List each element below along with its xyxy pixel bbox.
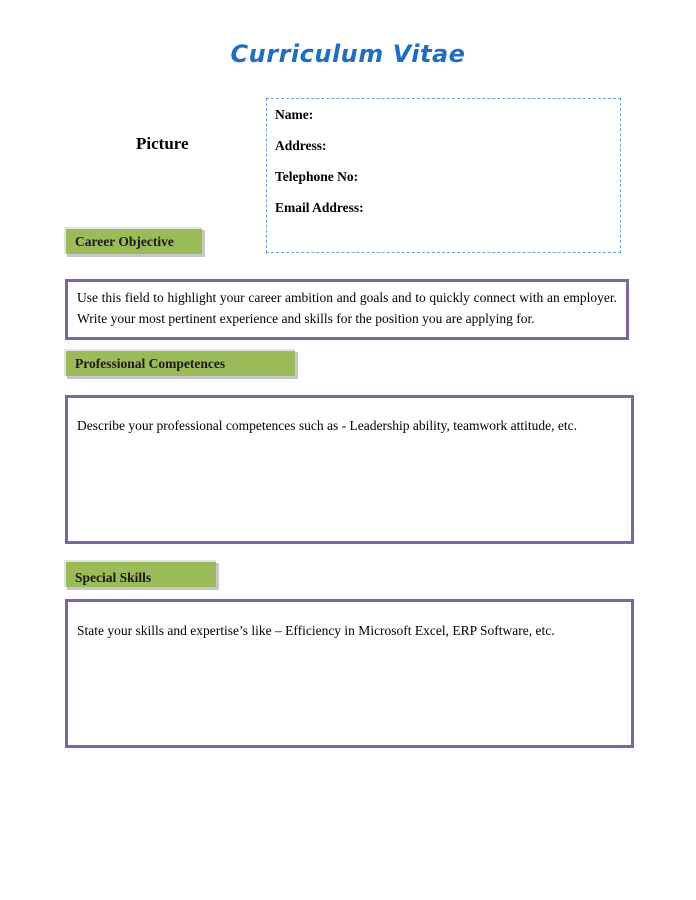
telephone-label: Telephone No:: [275, 169, 359, 184]
address-label: Address:: [275, 138, 327, 153]
professional-competences-box: [65, 395, 634, 544]
contact-details-box: [266, 98, 621, 253]
career-objective-text: Use this field to highlight your career ambition and goals and to quickly connect with an employer. Write your most pertinent experience and skills for the position you are applying for.: [77, 290, 617, 326]
career-objective-heading: Career Objective: [64, 227, 202, 254]
special-skills-text: State your skills and expertise’s like – Efficiency in Microsoft Excel, ERP Software, etc.: [77, 623, 555, 638]
special-skills-heading: Special Skills: [64, 560, 216, 587]
name-label: Name:: [275, 107, 314, 122]
career-objective-box: [65, 279, 629, 340]
special-skills-box: [65, 599, 634, 748]
professional-competences-heading: Professional Competences: [64, 349, 295, 376]
document-title: Curriculum Vitae: [230, 40, 466, 68]
email-address-label: Email Address:: [275, 200, 364, 215]
professional-competences-text: Describe your professional competences such as - Leadership ability, teamwork attitude, etc.: [77, 418, 577, 433]
picture-placeholder-label: Picture: [136, 134, 189, 153]
